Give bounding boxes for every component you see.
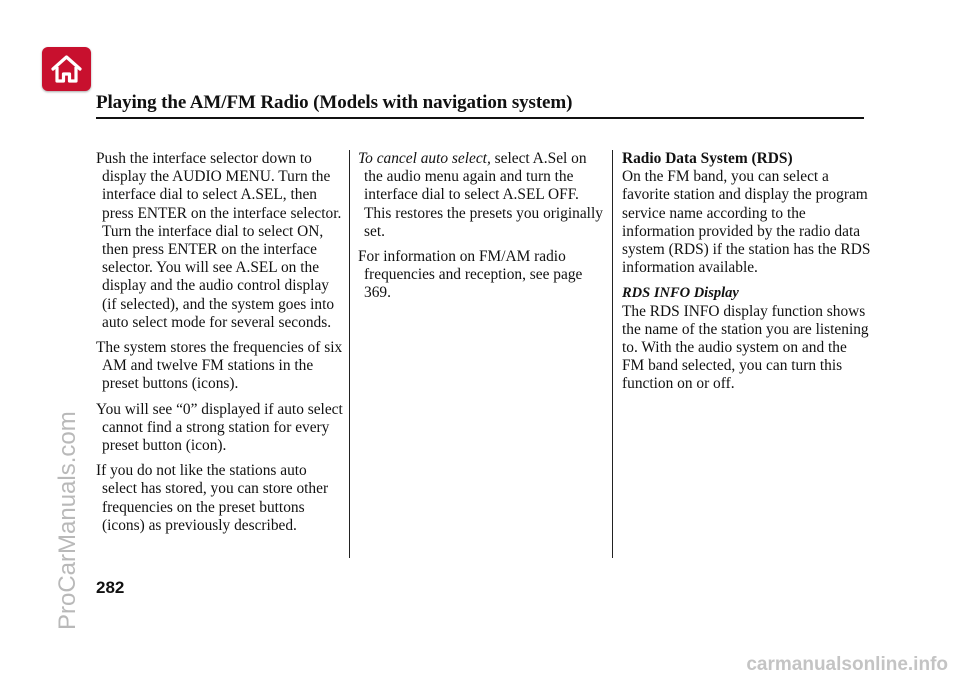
page-number: 282	[96, 578, 125, 597]
rds-heading: Radio Data System (RDS)	[622, 150, 793, 167]
paragraph: You will see “0” displayed if auto select cannot find a strong station for every preset button (icon).	[96, 400, 343, 455]
paragraph-info: For information on FM/AM radio frequencies and reception, see page 369.	[358, 248, 583, 302]
paragraph-rds	[622, 150, 872, 277]
home-icon	[42, 47, 91, 91]
column-middle	[358, 150, 604, 310]
paragraph: If you do not like the stations auto select has stored, you can store other frequencies on the preset buttons (icons) as previously described.	[96, 462, 329, 534]
column-right	[622, 150, 872, 401]
header-rule	[96, 117, 864, 119]
column-left	[96, 150, 344, 542]
cancel-lead: To cancel auto select,	[358, 150, 491, 167]
watermark-bottom: carmanualsonline.info	[746, 654, 948, 675]
column-divider	[612, 150, 613, 558]
home-button[interactable]	[42, 47, 91, 91]
section-title: Playing the AM/FM Radio (Models with navigation system)	[96, 92, 573, 113]
paragraph: The system stores the frequencies of six AM and twelve FM stations in the preset buttons (icons).	[96, 339, 343, 393]
rds-body: On the FM band, you can select a favorite station and display the program service name according to the information provided by the radio data system (RDS) if the station has the RDS information available.	[622, 168, 871, 277]
watermark-side: ProCarManuals.com	[54, 411, 81, 630]
paragraph-rds-info	[622, 284, 872, 393]
column-divider	[349, 150, 350, 558]
cancel-body: select A.Sel on the audio menu again and turn the interface dial to select A.SEL OFF. This restores the presets you originally set.	[364, 150, 603, 240]
rds-info-body: The RDS INFO display function shows the name of the station you are listening to. With the audio system on and the FM band selected, you can turn this function on or off.	[622, 302, 869, 393]
paragraph-cancel-auto-select	[358, 150, 604, 241]
paragraph: Push the interface selector down to display the AUDIO MENU. Turn the interface dial to select A.SEL, then press ENTER on the interface selector. Turn the interface dial to select ON, then press ENTER on the interface selector. You will see A.SEL on the display and the audio control display (if selected), and the system goes into auto select mode for several seconds.	[96, 150, 342, 331]
rds-info-heading: RDS INFO Display	[622, 285, 739, 302]
